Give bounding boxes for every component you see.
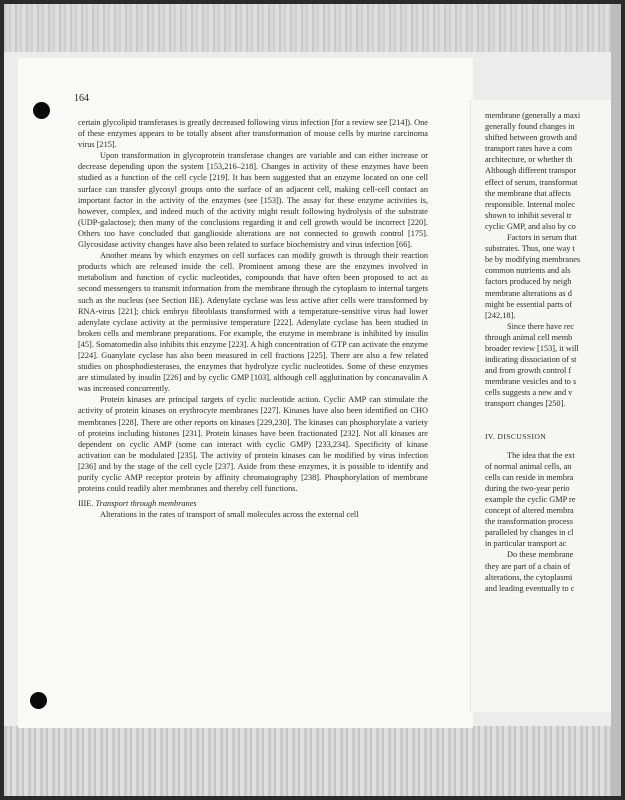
right-block-2: Factors in serum that substrates. Thus, one way t be by modifying membranes common nutrients and als factors produced by neigh membrane alterations as d might be essential parts of [242,18].	[485, 233, 581, 320]
scan-edge-top	[4, 4, 621, 52]
right-page-fragment	[470, 100, 611, 712]
right-block-3: Since there have rec through animal cell memb broader review [153], it will indicating dissociation of st and from growth control f membrane vesicles and to s cells suggests a new and v transport changes [250].	[485, 321, 579, 409]
section-heading: IIIE. Transport through membranes	[78, 499, 197, 509]
right-block-4: The idea that the ext of normal animal cells, an cells can reside in membra during the two-year perio example the cyclic GMP re concept of altered membra the transformation process paralleled by changes in cl in particular transport ac	[485, 450, 576, 549]
paragraph: Alterations in the rates of transport of small molecules across the external cell	[100, 510, 359, 520]
punch-hole-bottom	[30, 692, 47, 709]
paragraph: Another means by which enzymes on cell surfaces can modify growth is through their reaction products which are released inside the cell. Prominent among these are the enzymes involved in metabolism and function of cyclic nucleotides, compounds that have often been proposed to act as second messengers to transmit information from the membrane through the cytoplasm to internal targets such as the nucleus (see Section IIE). Adenylate cyclase was less active after cells were transformed by RNA-virus [221]; chick embryo fibroblasts transformed with a temperature-sensitive virus had lower adenylate cyclase activity at the permissive temperature [222]. Adenylate cyclase has been studied in broken cells and membrane preparations. For example, the enzyme in membrane is inhibited by insulin [45]. Somatomedin also inhibits this enzyme [223]. A high concentration of GTP can activate the enzyme [224]. Guanylate cyclase has also been measured in cell fractions [225]. There are also a few related studies on phosphodiesterases, the enzymes that hydrolyze cyclic nucleotides. Some of these enzymes are stimulated by insulin [226] and by cyclic GMP [103], although cell agglutination by concanavalin A was increased concurrently.	[78, 251, 428, 394]
main-text-column	[78, 117, 428, 520]
right-block-1: membrane (generally a maxi generally found changes in shifted between growth and transport rates have a com architecture, or whether th Although different transpor effect of serum, transformat the membrane that affects responsible. Internal molec shown to inhibit several tr cyclic GMP, and also by co	[485, 111, 581, 231]
punch-hole-top	[33, 102, 50, 119]
paragraph: certain glycolipid transferases is greatly decreased following virus infection [for a review see [214]). One of these enzymes appears to be totally absent after transformation of mouse cells by murine carcinoma virus [215].	[78, 118, 428, 150]
paragraph: Protein kinases are principal targets of cyclic nucleotide action. Cyclic AMP can stimulate the activity of protein kinases on erythrocyte membranes [227]. Kinases have also been identified on CHO membranes [228]. There are other reports on kinases [229,230]. The kinases can phosphorylate a variety of proteins including histones [231]. Protein kinases have been fractionated [232]. Not all kinases are dependent on cyclic AMP (some can interact with cyclic GMP) [233,234]. Specificity of kinase activation can be modulated [235]. The activity of protein kinases can be modified by virus infection [236] and by the stage of the cell cycle [237]. Aside from these enzymes, it is possible to identify and purify cyclic AMP receptor protein by affinity chromatography [238]. Phosphorylation of membrane proteins could readily alter membranes and thereby cell functions.	[78, 395, 428, 494]
right-block-5: Do these membrane they are part of a chain of alterations, the cytoplasmi and leading eventually to c	[485, 550, 575, 593]
scan-edge-bottom	[4, 726, 621, 796]
discussion-heading: IV. DISCUSSION	[485, 431, 547, 441]
page-number: 164	[74, 93, 89, 104]
right-column-text	[485, 110, 625, 594]
paragraph: Upon transformation in glycoprotein transferase changes are variable and can either increase or decrease depending upon the system [153,216–218]. Changes in activity of these enzymes have been studied as a function of the cell cycle [219]. It has been suggested that an enzyme located on one cell surface can transfer glycosyl groups onto the surface of an adjacent cell, making cell-cell contact an important factor in the activity of the enzymes (see [153]). The assay for these enzyme activities is, however, complex, and indeed much of the activity might result following hydrolysis of the substrate (UDP-galactose); then many of the conclusions regarding it and cell growth would be incorrect [220]. Others too have concluded that ganglioside alterations are not connected to growth control [175]. Glycosidase activity changes have also been related to surface biochemistry and virus infection [66].	[78, 151, 428, 250]
